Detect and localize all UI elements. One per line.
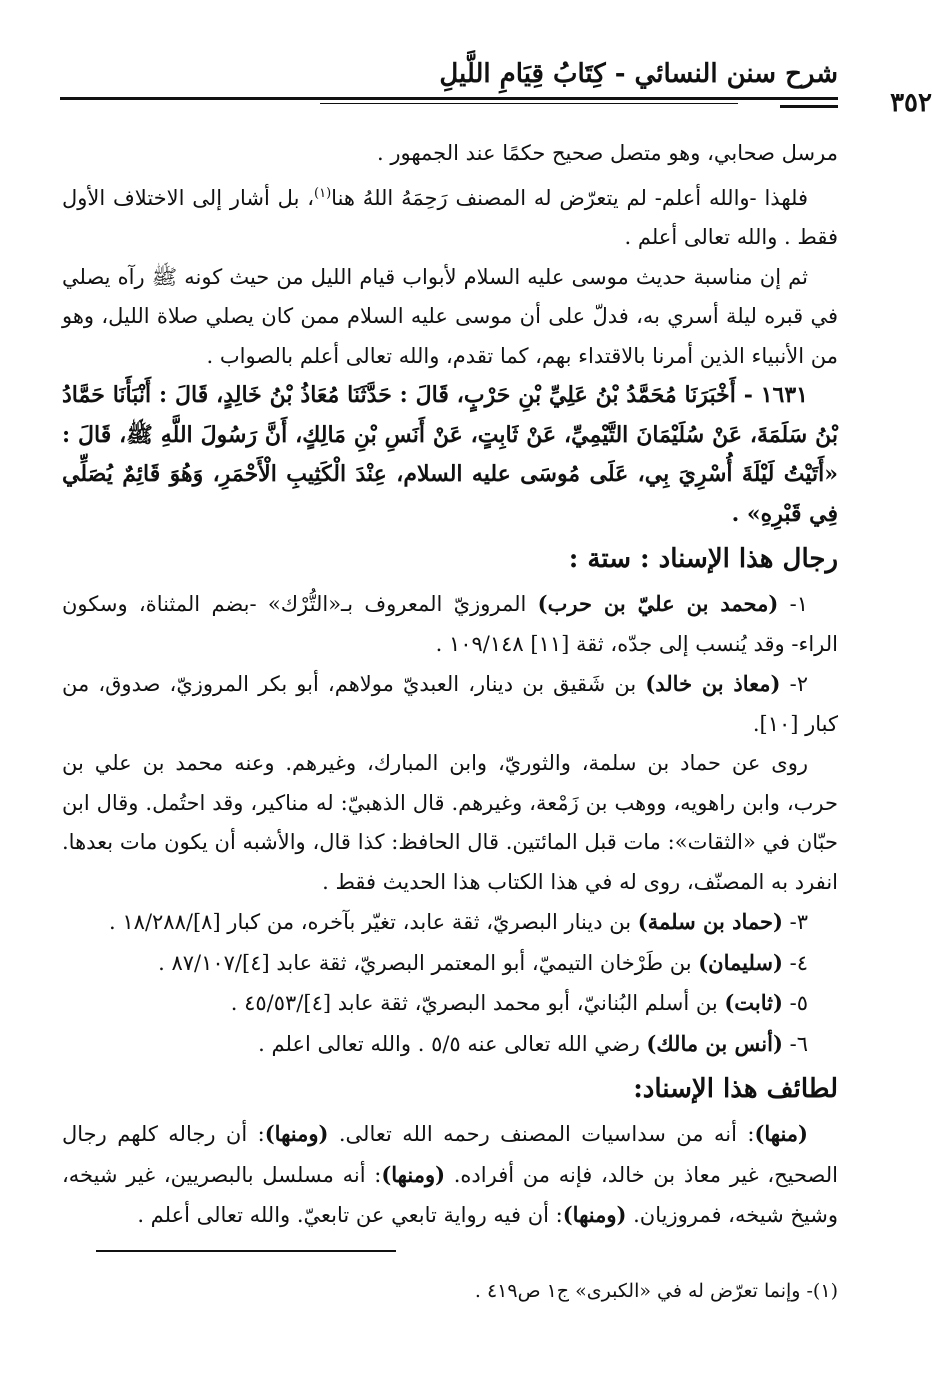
narrator-entry xyxy=(62,1024,838,1065)
point-text: : أنه من سداسيات المصنف رحمه الله تعالى. xyxy=(328,1122,755,1146)
point-text: : أنه مسلسل بالبصريين، غير شيخه، وشيخ شيخه، فمروزيان. xyxy=(62,1162,838,1227)
point-label: (ومنها) xyxy=(264,1121,329,1146)
header-rule xyxy=(60,97,838,100)
point-text: : أن فيه رواية تابعي عن تابعيّ. والله تعالى أعلم . xyxy=(137,1203,563,1227)
narrator-name: (ثابت) xyxy=(724,990,783,1015)
narrator-entry xyxy=(62,902,838,943)
entry-text: بن طَرْخان التيميّ، أبو المعتمر البصريّ، ثقة عابد [٤]/٨٧/١٠٧ . xyxy=(158,950,699,975)
paragraph: روى عن حماد بن سلمة، والثوريّ، وابن المبارك، وغيرهم. وعنه محمد بن علي بن حرب، وابن راهويه، ووهب بن زَمْعة، وغيرهم. قال الذهبيّ: له مناكير، وقد احتُمل. وقال ابن حبّان في «الثقات»: مات قبل المائتين. قال الحافظ: كذا قال، والأشبه أن يكون مات بعدها. انفرد به المصنّف، روى له في هذا الكتاب هذا الحديث فقط . xyxy=(62,751,838,894)
page-number: ٣٥٢ xyxy=(890,88,932,118)
entry-number: ٦- xyxy=(782,1031,808,1056)
point-label: (ومنها) xyxy=(381,1161,446,1187)
entry-number: ٣- xyxy=(782,910,808,934)
entry-number: ٤- xyxy=(782,950,808,975)
entry-number: ١- xyxy=(778,592,808,616)
entry-text: رضي الله تعالى عنه ٥/٥ . والله تعالى اعلم . xyxy=(258,1031,647,1056)
narrator-entry xyxy=(62,664,838,744)
narrator-entry xyxy=(62,943,838,984)
entry-text: بن دينار البصريّ، ثقة عابد، تغيّر بآخره، من كبار [٨]/١٨/٢٨٨ . xyxy=(109,910,638,934)
narrator-name: (معاذ بن خالد) xyxy=(645,671,781,696)
page-body xyxy=(62,134,838,1236)
page-number-rules xyxy=(780,97,838,117)
header-rule-thin xyxy=(320,103,738,104)
footnote-ref[interactable]: (١) xyxy=(314,185,332,201)
section-heading: لطائف هذا الإسناد: xyxy=(633,1074,838,1104)
footnote-rule xyxy=(96,1250,396,1252)
narrator-name: (أنس بن مالك) xyxy=(646,1030,783,1056)
point-label: (ومنها) xyxy=(562,1202,627,1227)
entry-text: بن أسلم البُنانيّ، أبو محمد البصريّ، ثقة عابد [٤]/٤٥/٥٣ . xyxy=(230,991,725,1015)
narrator-name: (حماد بن سلمة) xyxy=(637,909,783,934)
entry-number: ٥- xyxy=(782,991,808,1015)
entry-text: بن شَقيق بن دينار، العبديّ مولاهم، أبو بكر المروزيّ، صدوق، من كبار [١٠]. xyxy=(62,672,838,736)
paragraph: ثم إن مناسبة حديث موسى عليه السلام لأبواب قيام الليل من حيث كونه ﷺ رآه يصلي في قبره ليلة أسري به، فدلّ على أن موسى عليه السلام ممن كان يصلي صلاة الليل، وهو من الأنبياء الذين أمرنا بالاقتداء بهم، كما تقدم، والله تعالى أعلم بالصواب . xyxy=(62,264,838,368)
narrator-entry xyxy=(62,983,838,1024)
hadith-text: ١٦٣١ - أَخْبَرَنَا مُحَمَّدُ بْنُ عَلِيِّ بْنِ حَرْبٍ، قَالَ : حَدَّثَنَا مُعَاذُ بْنُ خَالِدٍ، قَالَ : أَنْبَأَنَا حَمَّادُ بْنُ سَلَمَةَ، عَنْ سُلَيْمَانَ التَّيْمِيِّ، عَنْ ثَابِتٍ، عَنْ أَنَسِ بْنِ مَالِكٍ، أَنَّ رَسُولَ اللَّهِ ﷺ، قَالَ : «أَتَيْتُ لَيْلَةَ أُسْرِيَ بِي، عَلَى مُوسَى عليه السلام، عِنْدَ الْكَثِيبِ الْأَحْمَرِ، وَهُوَ قَائِمٌ يُصَلِّي فِي قَبْرِهِ» . xyxy=(62,382,838,527)
point-text: : أن رجاله كلهم رجال الصحيح، غير معاذ بن خالد، فإنه من أفراده. xyxy=(62,1122,838,1187)
section-heading: رجال هذا الإسناد : ستة : xyxy=(568,544,838,574)
paragraph xyxy=(62,1114,838,1236)
paragraph: مرسل صحابي، وهو متصل صحيح حكمًا عند الجمهور . xyxy=(377,141,838,165)
paragraph xyxy=(62,174,838,258)
page-header xyxy=(60,55,838,115)
narrator-entry xyxy=(62,584,838,664)
footnote: (١)- وإنما تعرّض له في «الكبرى» ج١ ص٤١٩ . xyxy=(474,1280,838,1302)
narrator-name: (سليمان) xyxy=(698,949,783,975)
text: فلهذا -والله أعلم- لم يتعرّض له المصنف رَحِمَهُ اللهُ هنا xyxy=(331,185,808,210)
entry-number: ٢- xyxy=(780,672,808,696)
running-title: شرح سنن النسائي - كِتَابُ قِيَامِ اللَّيلِ xyxy=(439,59,838,89)
point-label: (منها) xyxy=(754,1121,808,1146)
entry-text: المروزيّ المعروف بـ«التُّرْك» -بضم المثناة، وسكون الراء- وقد يُنسب إلى جدّه، ثقة [١١] ١٠٩/١٤٨ . xyxy=(62,592,838,656)
narrator-name: (محمد بن عليّ بن حرب) xyxy=(537,591,779,616)
text: ، بل أشار إلى الاختلاف الأول فقط . والله تعالى أعلم . xyxy=(62,185,838,249)
